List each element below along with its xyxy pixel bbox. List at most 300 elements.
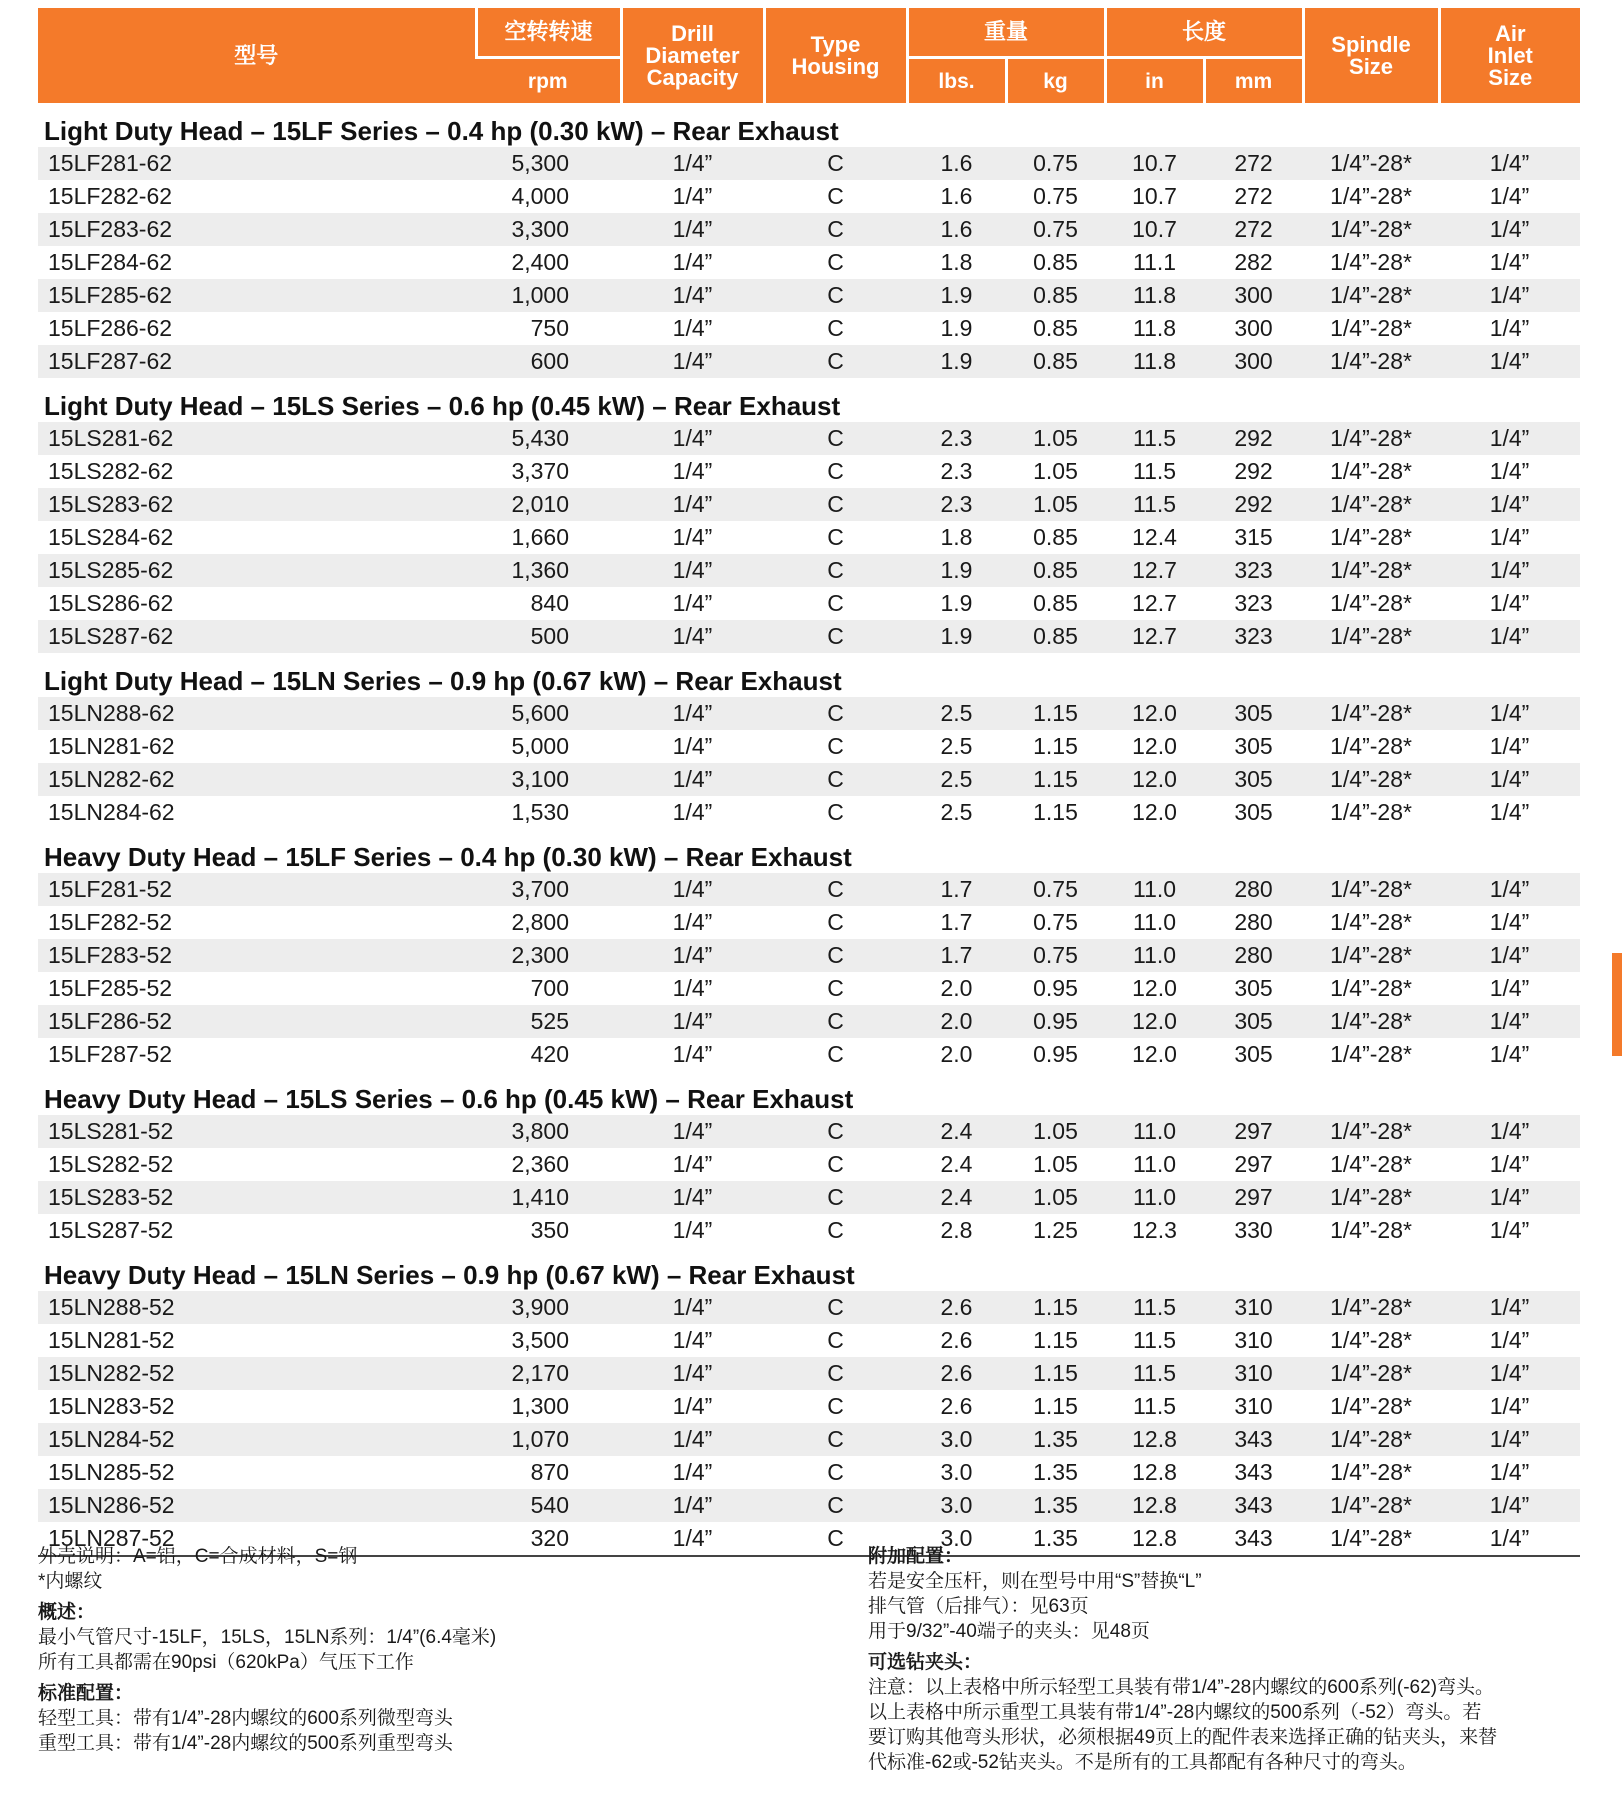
cell-model: 15LS287-62 [38,620,476,653]
cell-mm: 300 [1204,345,1303,378]
cell-housing: C [827,524,844,550]
cell-lbs: 2.5 [940,733,973,759]
cell-drill: 1/4” [621,873,764,906]
cell-model: 15LN282-62 [38,763,476,796]
cell-air: 1/4” [1489,975,1530,1001]
cell-in: 10.7 [1105,147,1204,180]
cell-kg: 0.85 [1006,620,1105,653]
cell-rpm: 1,070 [476,1423,621,1456]
table-body [38,103,1580,1556]
cell-lbs: 2.8 [940,1217,973,1243]
cell-mm: 323 [1234,590,1273,616]
cell-spindle: 1/4”-28* [1303,1489,1439,1522]
cell-lbs: 1.8 [940,524,973,550]
table-header [38,8,1580,103]
cell-air: 1/4” [1489,1393,1530,1419]
table-row [38,1324,1580,1357]
cell-kg: 1.15 [1033,733,1078,759]
cell-model: 15LS286-62 [48,590,174,616]
cell-model: 15LF285-52 [48,975,173,1001]
cell-in: 11.5 [1105,1291,1204,1324]
cell-mm: 343 [1204,1423,1303,1456]
cell-housing: C [827,1393,844,1419]
cell-model: 15LF283-52 [38,939,476,972]
overview-line: 最小气管尺寸-15LF，15LS，15LN系列：1/4”(6.4毫米) [38,1627,497,1648]
cell-spindle: 1/4”-28* [1303,873,1439,906]
cell-housing: C [764,939,907,972]
section-title: Heavy Duty Head – 15LS Series – 0.6 hp (0.45 kW) – Rear Exhaust [38,1071,1580,1115]
cell-drill: 1/4” [672,249,713,275]
cell-in: 11.5 [1132,1393,1177,1419]
cell-in: 11.0 [1105,1115,1204,1148]
cell-lbs: 2.6 [940,1327,973,1353]
cell-lbs: 2.0 [940,975,973,1001]
cell-air: 1/4” [1489,909,1530,935]
cell-air: 1/4” [1489,1327,1530,1353]
cell-lbs: 1.9 [907,620,1006,653]
cell-drill: 1/4” [621,1115,764,1148]
cell-housing: C [764,873,907,906]
cell-kg: 0.85 [1033,524,1078,550]
cell-kg: 1.35 [1033,1459,1078,1485]
cell-air: 1/4” [1489,1459,1530,1485]
cell-kg: 1.05 [1006,1115,1105,1148]
cell-housing: C [764,147,907,180]
table-row [38,587,1580,620]
cell-spindle: 1/4”-28* [1330,733,1412,759]
cell-mm: 292 [1204,422,1303,455]
housing-legend: 外壳说明：A=铝，C=合成材料，S=钢 [38,1546,358,1567]
cell-air: 1/4” [1439,939,1580,972]
cell-housing: C [827,909,844,935]
cell-lbs: 2.6 [940,1393,973,1419]
cell-rpm: 2,300 [476,939,621,972]
section-header [38,1071,1580,1115]
cell-lbs: 2.4 [907,1181,1006,1214]
cell-model: 15LN287-52 [38,1522,476,1556]
spec-table [38,8,1580,1557]
cell-drill: 1/4” [621,763,764,796]
section-header [38,829,1580,873]
cell-in: 11.5 [1132,1327,1177,1353]
cell-air: 1/4” [1439,1489,1580,1522]
cell-housing: C [827,799,844,825]
cell-lbs: 1.7 [907,873,1006,906]
table-row [38,1005,1580,1038]
table-row [38,312,1580,345]
header-air-line: Air [1495,20,1526,46]
cell-mm: 305 [1234,799,1273,825]
cell-kg: 0.85 [1033,249,1078,275]
cell-in: 11.0 [1105,939,1204,972]
cell-lbs: 1.7 [940,909,973,935]
cell-rpm: 3,370 [511,458,569,484]
cell-kg: 1.05 [1033,1151,1078,1177]
cell-spindle: 1/4”-28* [1330,975,1412,1001]
cell-lbs: 2.4 [907,1115,1006,1148]
cell-mm: 305 [1204,763,1303,796]
extra-title: 附加配置： [868,1546,964,1567]
cell-lbs: 1.9 [907,279,1006,312]
cell-drill: 1/4” [621,939,764,972]
cell-spindle: 1/4”-28* [1303,488,1439,521]
cell-rpm: 500 [476,620,621,653]
cell-rpm: 525 [476,1005,621,1038]
cell-model: 15LF287-52 [48,1041,173,1067]
cell-in: 12.7 [1105,620,1204,653]
cell-kg: 0.75 [1006,213,1105,246]
cell-housing: C [827,1151,844,1177]
table-row [38,1456,1580,1489]
cell-model: 15LN286-52 [38,1489,476,1522]
cell-lbs: 1.9 [907,345,1006,378]
cell-housing: C [764,1489,907,1522]
cell-model: 15LN284-62 [48,799,175,825]
section-header [38,653,1580,697]
cell-mm: 280 [1234,909,1273,935]
cell-mm: 343 [1234,1459,1273,1485]
cell-drill: 1/4” [621,620,764,653]
cell-in: 12.7 [1105,554,1204,587]
header-spindle-line: Spindle [1331,31,1411,57]
cell-kg: 0.85 [1033,590,1078,616]
header-housing-line: Housing [791,53,880,79]
cell-air: 1/4” [1489,733,1530,759]
chuck-line: 代标准-62或-52钻夹头。不是所有的工具都配有各种尺寸的弯头。 [868,1752,1417,1773]
cell-spindle: 1/4”-28* [1330,315,1412,341]
cell-air: 1/4” [1489,1217,1530,1243]
cell-air: 1/4” [1489,799,1530,825]
cell-housing: C [827,1217,844,1243]
cell-in: 12.8 [1105,1489,1204,1522]
cell-rpm: 2,170 [476,1357,621,1390]
cell-kg: 1.35 [1006,1522,1105,1556]
cell-drill: 1/4” [672,458,713,484]
cell-model: 15LF285-62 [38,279,476,312]
cell-rpm: 870 [530,1459,569,1485]
cell-mm: 310 [1204,1357,1303,1390]
cell-housing: C [827,1459,844,1485]
cell-in: 12.0 [1105,1005,1204,1038]
cell-mm: 280 [1204,939,1303,972]
cell-mm: 305 [1234,733,1273,759]
cell-air: 1/4” [1439,279,1580,312]
cell-drill: 1/4” [621,697,764,730]
cell-spindle: 1/4”-28* [1330,799,1412,825]
cell-spindle: 1/4”-28* [1303,422,1439,455]
cell-lbs: 2.3 [907,488,1006,521]
cell-drill: 1/4” [672,183,713,209]
cell-air: 1/4” [1439,554,1580,587]
header-drill-line: Drill [671,20,714,46]
table-row [38,1115,1580,1148]
cell-model: 15LS285-62 [38,554,476,587]
header-air-line: Size [1488,64,1533,90]
cell-rpm: 3,800 [476,1115,621,1148]
cell-rpm: 840 [530,590,569,616]
cell-air: 1/4” [1439,488,1580,521]
cell-in: 11.0 [1105,1181,1204,1214]
cell-housing: C [827,1327,844,1353]
cell-kg: 1.35 [1006,1423,1105,1456]
cell-in: 11.5 [1132,458,1177,484]
table-row [38,488,1580,521]
chuck-line: 注意：以上表格中所示轻型工具装有带1/4”-28内螺纹的600系列(-62)弯头。 [868,1677,1495,1698]
cell-rpm: 3,900 [476,1291,621,1324]
cell-air: 1/4” [1439,345,1580,378]
header-in: in [1105,58,1204,104]
cell-in: 12.8 [1132,1459,1177,1485]
cell-model: 15LN281-62 [48,733,175,759]
cell-housing: C [827,1041,844,1067]
cell-housing: C [764,213,907,246]
table-row [38,697,1580,730]
header-air-inlet [1439,8,1580,103]
table-row [38,1038,1580,1071]
cell-in: 11.0 [1132,1151,1177,1177]
cell-model: 15LF286-62 [48,315,173,341]
standard-line: 轻型工具：带有1/4”-28内螺纹的600系列微型弯头 [38,1708,453,1729]
table-row [38,246,1580,279]
table-row [38,620,1580,653]
table-row [38,422,1580,455]
table-row [38,279,1580,312]
cell-air: 1/4” [1489,183,1530,209]
spec-table-container [38,8,1580,1557]
section-title: Light Duty Head – 15LF Series – 0.4 hp (0.30 kW) – Rear Exhaust [38,103,1580,147]
cell-kg: 1.15 [1006,763,1105,796]
cell-mm: 292 [1234,458,1273,484]
cell-rpm: 350 [530,1217,569,1243]
cell-air: 1/4” [1439,620,1580,653]
cell-drill: 1/4” [621,345,764,378]
cell-rpm: 420 [530,1041,569,1067]
cell-rpm: 1,530 [511,799,569,825]
cell-in: 12.8 [1105,1423,1204,1456]
cell-air: 1/4” [1439,1423,1580,1456]
cell-drill: 1/4” [672,524,713,550]
cell-rpm: 1,000 [476,279,621,312]
table-row [38,1489,1580,1522]
cell-rpm: 3,500 [511,1327,569,1353]
cell-drill: 1/4” [672,1151,713,1177]
table-row [38,521,1580,554]
cell-rpm: 320 [476,1522,621,1556]
cell-rpm: 2,360 [511,1151,569,1177]
cell-model: 15LN282-52 [38,1357,476,1390]
cell-lbs: 3.0 [907,1489,1006,1522]
cell-spindle: 1/4”-28* [1303,620,1439,653]
cell-lbs: 1.9 [940,590,973,616]
cell-model: 15LN281-52 [48,1327,175,1353]
cell-lbs: 1.7 [907,939,1006,972]
cell-rpm: 2,010 [476,488,621,521]
cell-in: 12.0 [1132,733,1177,759]
cell-housing: C [827,590,844,616]
cell-housing: C [827,975,844,1001]
cell-kg: 1.15 [1033,1327,1078,1353]
cell-rpm: 1,360 [476,554,621,587]
header-mm: mm [1204,58,1303,104]
cell-drill: 1/4” [621,1181,764,1214]
cell-mm: 300 [1234,315,1273,341]
cell-mm: 310 [1234,1327,1273,1353]
cell-rpm: 1,300 [511,1393,569,1419]
cell-mm: 305 [1234,975,1273,1001]
cell-rpm: 3,100 [476,763,621,796]
cell-in: 11.8 [1132,315,1177,341]
cell-model: 15LF281-62 [38,147,476,180]
cell-spindle: 1/4”-28* [1303,1357,1439,1390]
cell-lbs: 1.8 [940,249,973,275]
cell-mm: 272 [1234,183,1273,209]
cell-model: 15LF281-52 [38,873,476,906]
cell-housing: C [764,763,907,796]
cell-kg: 0.85 [1033,315,1078,341]
section-title: Light Duty Head – 15LN Series – 0.9 hp (0.67 kW) – Rear Exhaust [38,653,1580,697]
cell-lbs: 3.0 [907,1522,1006,1556]
cell-drill: 1/4” [621,1291,764,1324]
cell-air: 1/4” [1489,315,1530,341]
cell-housing: C [764,1005,907,1038]
notes-left [38,1544,818,1756]
cell-housing: C [764,1522,907,1556]
thread-note: *内螺纹 [38,1571,103,1592]
notes-right [868,1544,1580,1775]
cell-spindle: 1/4”-28* [1303,1423,1439,1456]
cell-drill: 1/4” [621,1357,764,1390]
cell-kg: 0.75 [1006,939,1105,972]
cell-air: 1/4” [1439,1005,1580,1038]
cell-mm: 330 [1234,1217,1273,1243]
cell-air: 1/4” [1439,1115,1580,1148]
cell-spindle: 1/4”-28* [1330,1151,1412,1177]
cell-model: 15LS281-52 [38,1115,476,1148]
header-drill-line: Capacity [646,64,739,90]
extra-line: 若是安全压杆，则在型号中用“S”替换“L” [868,1571,1202,1592]
cell-in: 11.5 [1105,1357,1204,1390]
cell-model: 15LF287-62 [38,345,476,378]
cell-in: 12.0 [1132,975,1177,1001]
cell-mm: 343 [1204,1489,1303,1522]
cell-lbs: 1.9 [940,315,973,341]
cell-air: 1/4” [1489,1151,1530,1177]
cell-rpm: 5,600 [476,697,621,730]
cell-air: 1/4” [1489,458,1530,484]
cell-kg: 0.75 [1006,873,1105,906]
cell-spindle: 1/4”-28* [1330,1041,1412,1067]
cell-housing: C [827,733,844,759]
cell-rpm: 2,400 [511,249,569,275]
cell-spindle: 1/4”-28* [1330,1393,1412,1419]
table-row [38,345,1580,378]
cell-spindle: 1/4”-28* [1330,1217,1412,1243]
cell-air: 1/4” [1439,763,1580,796]
cell-spindle: 1/4”-28* [1303,939,1439,972]
table-row [38,554,1580,587]
cell-air: 1/4” [1439,147,1580,180]
cell-kg: 1.15 [1033,1393,1078,1419]
cell-lbs: 2.5 [940,799,973,825]
cell-lbs: 1.9 [907,554,1006,587]
cell-drill: 1/4” [672,1217,713,1243]
cell-air: 1/4” [1439,1181,1580,1214]
cell-spindle: 1/4”-28* [1330,183,1412,209]
cell-in: 12.0 [1105,697,1204,730]
table-row [38,1291,1580,1324]
cell-lbs: 3.0 [907,1423,1006,1456]
cell-model: 15LF283-62 [38,213,476,246]
cell-rpm: 5,430 [476,422,621,455]
cell-in: 11.5 [1105,422,1204,455]
cell-kg: 1.35 [1006,1489,1105,1522]
chuck-line: 要订购其他弯头形状，必须根据49页上的配件表来选择正确的钻夹头，来替 [868,1727,1498,1748]
cell-air: 1/4” [1489,1041,1530,1067]
table-row [38,906,1580,939]
cell-mm: 305 [1204,1005,1303,1038]
cell-kg: 0.85 [1006,279,1105,312]
header-drill-capacity [621,8,764,103]
cell-mm: 310 [1204,1291,1303,1324]
header-spindle [1303,8,1439,103]
chuck-title: 可选钻夹头： [868,1652,983,1673]
cell-drill: 1/4” [672,1459,713,1485]
cell-lbs: 2.6 [907,1291,1006,1324]
table-row [38,796,1580,829]
cell-in: 12.8 [1105,1522,1204,1556]
cell-spindle: 1/4”-28* [1303,554,1439,587]
cell-drill: 1/4” [672,733,713,759]
cell-drill: 1/4” [621,147,764,180]
cell-housing: C [827,458,844,484]
cell-spindle: 1/4”-28* [1330,909,1412,935]
cell-drill: 1/4” [621,279,764,312]
cell-housing: C [764,1115,907,1148]
cell-kg: 0.75 [1033,909,1078,935]
cell-mm: 280 [1204,873,1303,906]
cell-mm: 292 [1204,488,1303,521]
cell-drill: 1/4” [621,1522,764,1556]
cell-mm: 305 [1234,1041,1273,1067]
cell-mm: 343 [1204,1522,1303,1556]
cell-lbs: 2.3 [907,422,1006,455]
cell-in: 12.0 [1105,763,1204,796]
cell-mm: 297 [1234,1151,1273,1177]
header-housing [764,8,907,103]
table-row [38,730,1580,763]
cell-kg: 1.15 [1006,697,1105,730]
cell-spindle: 1/4”-28* [1303,1522,1439,1556]
cell-housing: C [764,697,907,730]
cell-spindle: 1/4”-28* [1303,1181,1439,1214]
cell-kg: 0.95 [1006,1005,1105,1038]
table-row [38,455,1580,488]
cell-housing: C [764,488,907,521]
header-free-speed: 空转转速 [476,8,621,58]
cell-drill: 1/4” [621,554,764,587]
cell-in: 11.1 [1132,249,1177,275]
cell-rpm: 1,660 [511,524,569,550]
cell-air: 1/4” [1439,1522,1580,1556]
cell-model: 15LF284-62 [48,249,173,275]
cell-kg: 1.15 [1006,1357,1105,1390]
cell-lbs: 2.5 [907,697,1006,730]
cell-housing: C [764,1181,907,1214]
cell-lbs: 2.0 [940,1041,973,1067]
cell-housing: C [764,620,907,653]
cell-lbs: 2.0 [907,1005,1006,1038]
cell-in: 11.8 [1105,279,1204,312]
